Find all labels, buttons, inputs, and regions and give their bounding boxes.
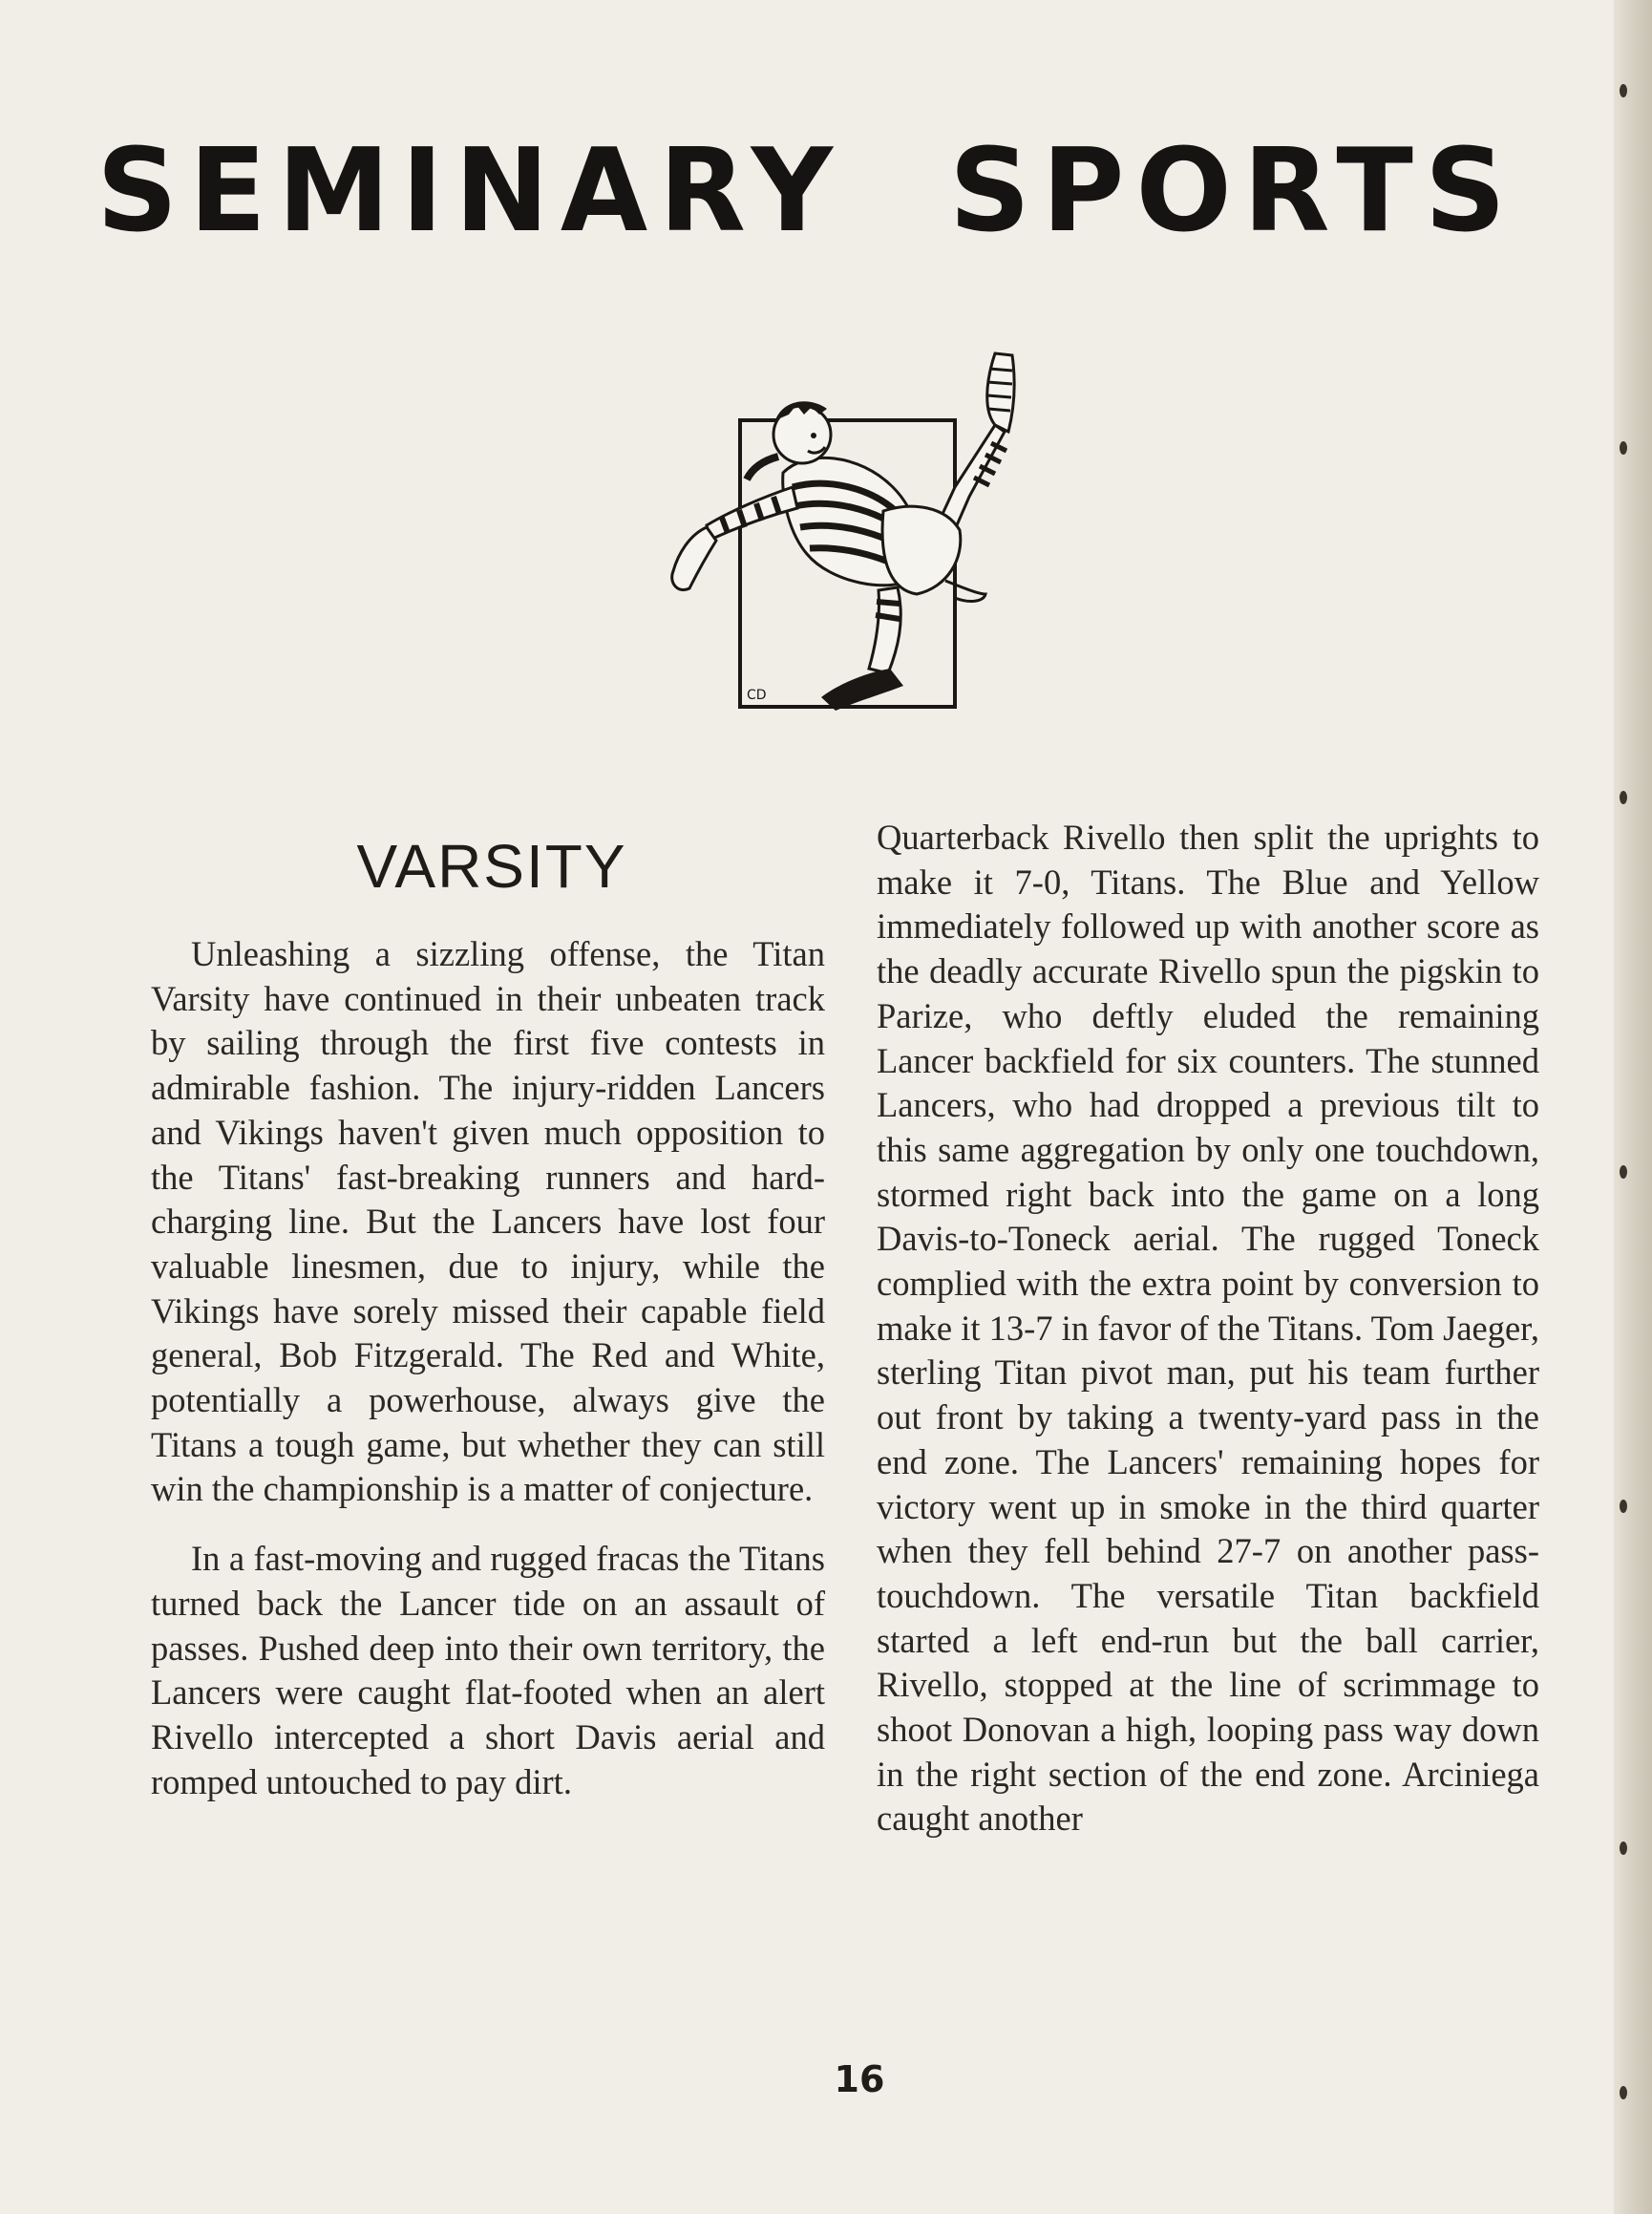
svg-text:CD: CD — [747, 688, 767, 703]
page-number: 16 — [834, 2058, 885, 2100]
article-right-column — [877, 816, 1539, 1841]
article-paragraph: Quarterback Rivello then split the uprights to make it 7-0, Titans. The Blue and Yellow immediately followed up with another score as the deadly accurate Rivello spun the pigskin to Parize, who deftly eluded the remaining Lancer backfield for six counters. The stunned Lancers, who had dropped a previous tilt to this same aggregation by only one touchdown, stormed right back into the game on a long Davis-to-Toneck aerial. The rugged Toneck complied with the extra point by conversion to make it 13-7 in favor of the Titans. Tom Jaeger, sterling Titan pivot man, put his team further out front by taking a twenty-yard pass in the end zone. The Lancers' remaining hopes for victory went up in smoke in the third quarter when they fell behind 27-7 on another pass-touchdown. The versatile Titan backfield started a left end-run but the ball carrier, Rivello, stopped at the line of scrimmage to shoot Donovan a high, looping pass way down in the right section of the end zone. Arciniega caught another — [877, 818, 1539, 1839]
binding-edge — [1614, 0, 1652, 2214]
section-title: VARSITY — [356, 832, 627, 901]
article-paragraph: In a fast-moving and rugged fracas the Titans turned back the Lancer tide on an assault of passes. Pushed deep into their own territory, the Lancers were caught flat-footed when an alert Rivello intercepted a short Davis aerial and romped untouched to pay dirt. — [151, 1539, 825, 1801]
article-left-column — [151, 932, 825, 1804]
football-player-illustration — [640, 344, 1041, 726]
masthead — [0, 123, 1614, 258]
masthead-word-sports: SPORTS — [949, 122, 1517, 258]
article-paragraph: Unleashing a sizzling offense, the Titan Varsity have continued in their unbeaten track by sailing through the first five contests in admirable fashion. The injury-ridden Lancers and Vikings haven't given much opposition to the Titans' fast-breaking runners and hard-charging line. But the Lancers have lost four valuable linesmen, due to injury, while the Vikings have sorely missed their capable field general, Bob Fitzgerald. The Red and White, potentially a powerhouse, always give the Titans a tough game, but whether they can still win the championship is a matter of conjecture. — [151, 934, 825, 1509]
masthead-word-seminary: SEMINARY — [96, 122, 845, 258]
